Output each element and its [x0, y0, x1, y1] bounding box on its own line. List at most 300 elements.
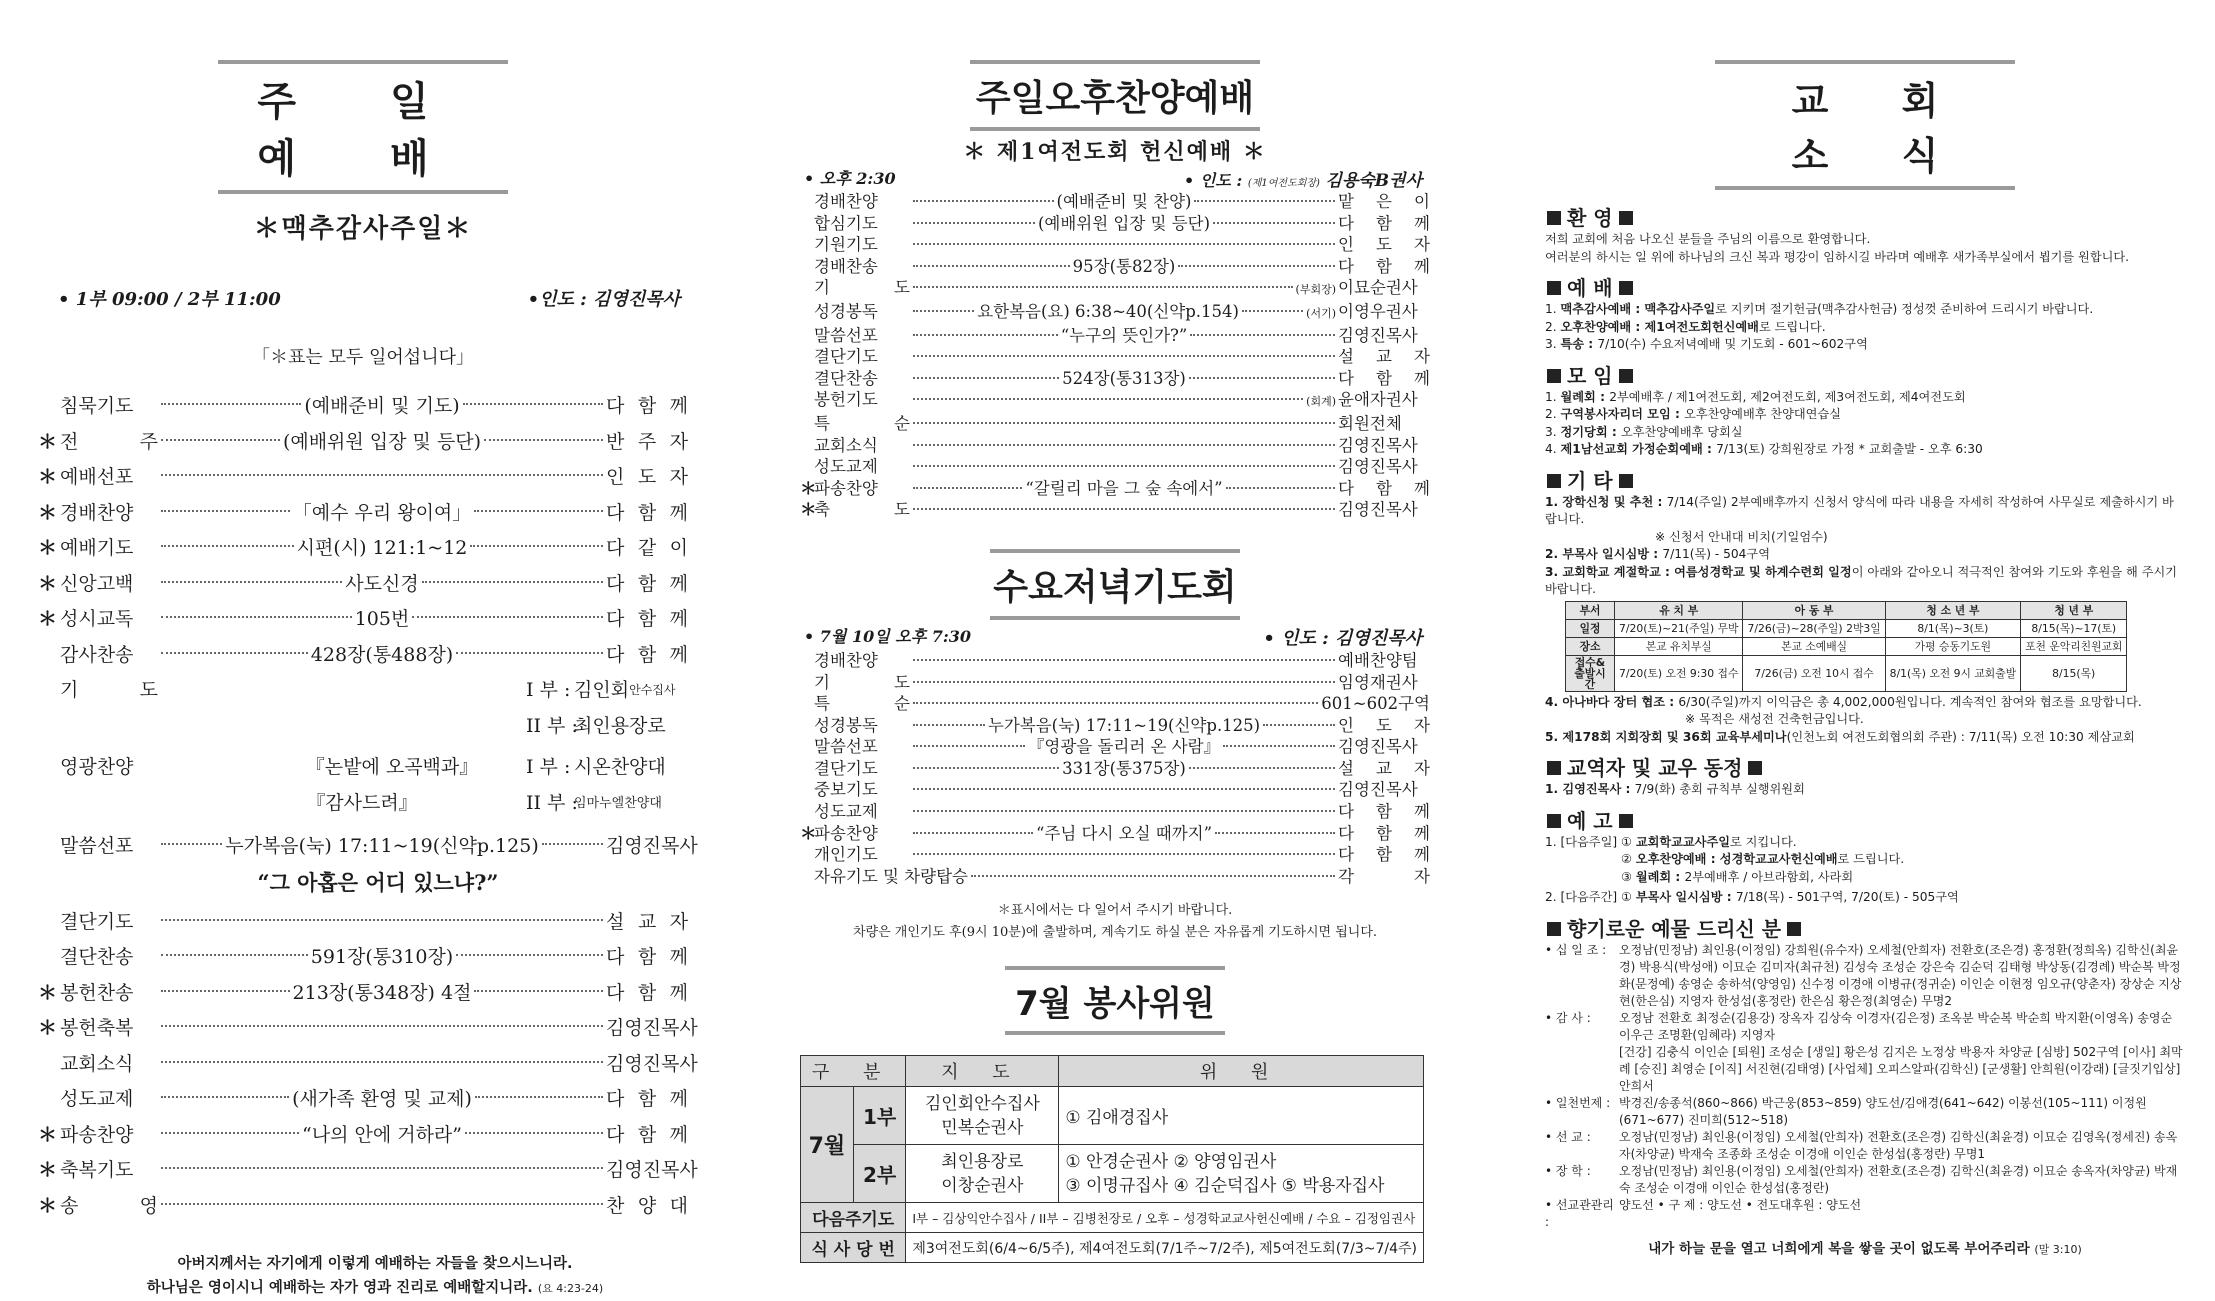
item-text: 로 지킵니다. [1730, 834, 1797, 849]
volunteer-month: 7월 [801, 1087, 854, 1203]
welcome-section-title: 환 영 [1545, 202, 2185, 231]
row-person: 반 주 자 [606, 430, 689, 453]
schedule-row-header: 장소 [1566, 637, 1615, 655]
volunteer-part2: 2부 [853, 1145, 906, 1203]
notice-text: 7/10(수) 수요저녁예배 및 기도회 - 601~602구역 [1597, 337, 1868, 351]
row-person: 김영진목사 [606, 1017, 698, 1039]
notice-section-title: 예 고 [1545, 805, 2185, 834]
sunday-worship-column [38, 60, 698, 1301]
row-person: 설 교 자 [1338, 347, 1430, 367]
notice-bold: 맥추감사예배 : 맥추감사주일 [1560, 302, 1716, 316]
worship-order-row [800, 256, 1430, 278]
offering-label: • 선 교 : [1545, 1129, 1591, 1144]
row-person: 다 함 께 [606, 395, 689, 417]
schedule-cell: 7/20(토) 오전 9:30 접수 [1615, 655, 1743, 691]
notice-number: 1. [1545, 302, 1557, 316]
sunday-worship-heading [218, 60, 508, 194]
row-mark: ＊ [38, 1159, 58, 1181]
church-news-heading [1715, 60, 2015, 190]
row-person: 다 함 께 [606, 1123, 689, 1146]
notice-number: 3. [1545, 424, 1557, 439]
schedule-cell: 8/1(목) 오전 9시 교회출발 [1885, 655, 2020, 691]
worship-order-row [38, 1153, 698, 1189]
row-mark: ＊ [38, 572, 58, 595]
row-mark: ＊ [38, 981, 58, 1004]
offering-label: • 감 사 : [1545, 1010, 1591, 1025]
notice-number: 3. [1545, 337, 1557, 351]
row-person: 김영진목사 [1338, 780, 1418, 800]
offering-list [1545, 942, 2185, 1231]
glory-row [38, 750, 688, 786]
worship-order-row [38, 1118, 688, 1154]
sunday-worship-title: 주 일 예 배 [257, 78, 469, 182]
worship-order-row [800, 346, 1430, 368]
row-person: 회원전체 [1338, 413, 1402, 433]
schedule-cell: 7/20(토)~21(주일) 무박 [1615, 619, 1743, 637]
row-content: 428장(통488장) [310, 643, 454, 666]
worship-order-row [800, 823, 1430, 845]
worship-order-row [800, 844, 1430, 866]
row-person: 김영진목사 [1338, 325, 1418, 345]
row-label: 결단찬송 [60, 946, 134, 968]
church-news-column [1545, 60, 2185, 1262]
offering-label [1545, 1044, 1619, 1095]
wednesday-leader: • 인도 : 김영진목사 [1263, 627, 1422, 649]
row-label: 파송찬양 [814, 478, 878, 498]
row-label: 교회소식 [60, 1052, 134, 1075]
row-label: 결단기도 [814, 758, 878, 778]
worship-order-row [800, 413, 1430, 435]
item-bold: 교회학교교사주일 [1635, 834, 1730, 849]
afternoon-time-row [800, 166, 1430, 191]
notice-number: 2. [1545, 407, 1557, 421]
schedule-header: 청 년 부 [2021, 601, 2127, 619]
row-person: 찬 양 대 [606, 1194, 688, 1217]
row-person: 인 도 자 [1338, 235, 1430, 255]
row-label: 말씀선포 [814, 737, 878, 757]
row-person: 예배찬양팀 [1338, 650, 1418, 670]
row-mark: ＊ [38, 608, 58, 630]
worship-order-row [38, 1011, 698, 1047]
notice-text: 7/13(토) 강희원장로 가정 * 교회출발 - 오후 6:30 [1716, 442, 1983, 456]
row-content: 524장(통313장) [1062, 368, 1186, 388]
row-person: 다 함 께 [1338, 213, 1430, 233]
notice-item [1545, 319, 2185, 337]
etc-seminar: 5. 제178회 지회장회 및 36회 교육부세미나(인천노회 여전도회협의회 주관) : 7/11(목) 오전 10:30 제삼교회 [1545, 729, 2135, 744]
etc-scholarship: 1. 장학신청 및 추천 : 7/14(주일) 2부예배후까지 신청서 양식에 따라 내용을 자세히 작성하여 사무실로 제출하시기 바랍니다. [1545, 494, 2174, 526]
closing-verse [38, 1252, 688, 1301]
offering-entry [1545, 1163, 2185, 1197]
worship-order-row [800, 301, 1430, 325]
service-time-row [38, 285, 688, 311]
volunteer-heading [1005, 966, 1225, 1035]
offering-names: 오정남 전환호 최정순(김용강) 장옥자 김상숙 이경자(김은정) 조옥분 박순복 박순희 박지환(이영옥) 송영순 이우근 조명환(임혜라) 지영자 [1619, 1010, 2173, 1042]
row-person: 이묘순권사 [1338, 278, 1418, 298]
row-label: 축 도 [814, 500, 910, 520]
schedule-header: 유 치 부 [1615, 601, 1743, 619]
row-label: 신앙고백 [60, 572, 134, 595]
worship-order-row [38, 567, 688, 603]
volunteer-title: 7월 봉사위원 [1015, 984, 1215, 1025]
row-label: 성도교제 [814, 802, 878, 822]
worship-order-row [800, 234, 1430, 256]
afternoon-heading [970, 60, 1260, 131]
worship-order-row [800, 456, 1430, 478]
notice-item [1545, 301, 2185, 319]
row-label: 결단찬송 [814, 368, 878, 388]
offering-entry [1545, 1197, 2185, 1231]
row-person: 설 교 자 [606, 910, 688, 933]
worship-order-row [800, 368, 1430, 390]
offering-label: • 십 일 조 : [1545, 942, 1607, 957]
sermon-title: “그 아홉은 어디 있느냐?” [257, 869, 499, 895]
offering-entry [1545, 942, 2185, 1010]
row-role: (서기) [1306, 306, 1336, 320]
malachi-verse: 내가 하늘 문을 열고 너희에게 복을 쌓을 곳이 없도록 부어주리라 (말 3:10) [1648, 1240, 2082, 1257]
row-label: 기 도 [814, 278, 910, 298]
next-prayer-value: I부 – 김상익안수집사 / II부 – 김병천장로 / 오후 – 성경학교교사헌신예배 / 수요 – 김정임권사 [906, 1203, 1424, 1233]
glory-song-1: 『논밭에 오곡백과』 [305, 756, 479, 778]
notice-bold: 정기당회 : [1560, 424, 1621, 439]
wednesday-order [800, 650, 1430, 888]
row-label: 중보기도 [814, 780, 878, 800]
row-person: 다 함 께 [1338, 845, 1430, 865]
schedule-cell: 8/15(목)~17(토) [2021, 619, 2127, 637]
schedule-cell: 본교 유치부실 [1615, 637, 1743, 655]
row-person: 임영재권사 [1338, 672, 1418, 692]
notice-bold: 오후찬양예배 : 제1여전도회헌신예배 [1560, 319, 1759, 334]
item-bold: 월례회 : [1635, 869, 1685, 884]
volunteer-header-category: 구 분 [801, 1056, 906, 1087]
notice-text: 2부예배후 / 제1여전도회, 제2여전도회, 제3여전도회, 제4여전도회 [1609, 389, 1966, 404]
prayer-row-2 [38, 709, 688, 745]
row-label: 경배찬양 [814, 650, 878, 670]
row-content: 『영광을 돌리러 온 사람』 [1027, 737, 1221, 757]
row-mark: ＊ [38, 466, 58, 488]
worship-order-row [800, 478, 1430, 500]
schedule-row [1566, 655, 2127, 691]
row-content: (예배준비 및 기도) [304, 395, 460, 417]
staff-section-title: 교역자 및 교우 동정 [1545, 752, 2185, 781]
row-label: 파송찬양 [60, 1123, 134, 1146]
etc-section-title: 기 타 [1545, 465, 2185, 494]
row-person: 김영진목사 [1338, 435, 1418, 455]
worship-order-row [38, 1082, 688, 1118]
row-person: 다 함 께 [606, 572, 689, 595]
worship-order-row [38, 1189, 688, 1225]
row-label: 봉헌축복 [60, 1017, 134, 1039]
row-content: “주님 다시 오실 때까지” [1035, 823, 1213, 843]
row-person: 김영진목사 [606, 1159, 698, 1181]
glory-label: 영광찬양 [60, 756, 134, 778]
row-person: 다 함 께 [1338, 368, 1430, 388]
schedule-cell: 가평 승동기도원 [1885, 637, 2020, 655]
row-person: 설 교 자 [1338, 758, 1430, 778]
sermon-passage: 누가복음(눅) 17:11~19(신약p.125) [225, 835, 539, 857]
worship-order-row [38, 460, 688, 496]
row-content: “누구의 뜻인가?” [1060, 325, 1188, 345]
offering-names: 오정남(민정남) 최인용(이정임) 오세철(안희자) 전환호(조은경) 김학신(최윤경) 이묘순 송옥자(차양균) 박재숙 조성순 이경애 이인순 한성섭(홍정란) [1619, 1163, 2178, 1195]
notice-bold: 제1남선교회 가정순회예배 : [1560, 442, 1717, 456]
worship-order-row [38, 496, 688, 532]
notice-text: 로 드립니다. [1758, 319, 1826, 334]
volunteer-header-lead: 지 도 [906, 1056, 1059, 1087]
row-person: 이영우권사 [1338, 301, 1418, 321]
row-content: 사도신경 [345, 572, 419, 595]
order-of-worship-part2 [38, 905, 698, 1225]
service-leader: •인도 : 김영진목사 [527, 289, 680, 310]
meal-duty-label: 식 사 당 번 [801, 1233, 906, 1263]
notice-number: 4. [1545, 442, 1557, 456]
row-person: 인 도 자 [606, 466, 688, 488]
worship-section-title: 예 배 [1545, 272, 2185, 301]
welcome-text-2: 여러분의 하시는 일 위에 하나님의 크신 복과 평강이 임하시길 바라며 예배후 새가족부실에서 뵙기를 원합니다. [1545, 249, 2130, 264]
schedule-row [1566, 619, 2127, 637]
etc-school: 3. 교회학교 계절학교 : 여름성경학교 및 하계수련회 일정이 아래와 같아오니 적극적인 참여와 기도와 후원을 해 주시기 바랍니다. [1545, 564, 2178, 596]
worship-order-row [800, 499, 1430, 521]
etc-visit: 2. 부목사 일시심방 : 7/11(목) - 504구역 [1545, 547, 1770, 561]
verse-line-1: 아버지께서는 자기에게 이렇게 예배하는 자들을 찾으시느니라. [177, 1256, 573, 1272]
glory-choir-1: I 부 : 시온찬양대 [526, 756, 666, 778]
schedule-row [1566, 637, 2127, 655]
row-content: 105번 [354, 608, 410, 630]
glory-song-2: 『감사드려』 [306, 791, 418, 814]
next-sunday-item [1621, 869, 1904, 887]
row-label: 송 영 [60, 1194, 158, 1217]
notice-item [1545, 424, 2185, 442]
row-label: 전 주 [60, 430, 158, 453]
offering-names: 오정남(민정남) 최인용(이정임) 오세철(안희자) 전환호(조은경) 김학신(최윤경) 이묘순 김영옥(정세진) 송옥자(차양균) 박재숙 조종화 조성순 이경애 이인순 한성섭(홍정란) 무명1 [1619, 1129, 2178, 1161]
schedule-cell: 포천 운악리친원교회 [2021, 637, 2127, 655]
row-label: 성도교제 [814, 457, 878, 477]
item-number: ② [1621, 852, 1632, 866]
row-mark: ＊ [38, 1017, 58, 1039]
row-person: 윤애자권사 [1338, 390, 1418, 410]
row-label: 봉헌찬송 [60, 981, 134, 1004]
worship-order-row [800, 693, 1430, 715]
offering-entry [1545, 1010, 2185, 1044]
church-news-title: 교 회 소 식 [1791, 78, 1969, 178]
schedule-cell: 7/26(금)~28(주일) 2박3일 [1743, 619, 1885, 637]
row-label: 경배찬양 [60, 501, 134, 524]
item-bold: 오후찬양예배 : 성경학교교사헌신예배 [1635, 852, 1838, 866]
row-person: 김영진목사 [1338, 457, 1418, 477]
row-mark: ＊ [38, 537, 58, 559]
row-person: 맡 은 이 [1338, 192, 1430, 211]
worship-order-row [800, 801, 1430, 823]
row-label: 기 도 [814, 672, 910, 692]
row-person: 김영진목사 [1338, 737, 1418, 757]
row-label: 특 순 [814, 694, 910, 714]
row-content: 「예수 우리 왕이여」 [292, 501, 472, 524]
wednesday-heading [990, 549, 1240, 620]
row-person: 각 자 [1338, 866, 1430, 886]
worship-order-row [800, 672, 1430, 694]
row-label: 개인기도 [814, 845, 878, 865]
row-person: 인 도 자 [1338, 715, 1430, 735]
notice-text: 오후찬양예배후 당회실 [1620, 424, 1743, 439]
schedule-cell: 7/26(금) 오전 10시 접수 [1743, 655, 1885, 691]
schedule-cell: 본교 소예배실 [1743, 637, 1885, 655]
offering-entry [1545, 1129, 2185, 1163]
order-of-worship-part1 [38, 389, 688, 673]
worship-order-row [800, 213, 1430, 235]
row-label: 성경봉독 [814, 715, 878, 735]
stand-notice: ＊표시에서는 다 일어서 주시기 바랍니다. [997, 903, 1233, 919]
worship-order-row [800, 435, 1430, 457]
row-person: 다 함 께 [606, 946, 689, 968]
row-person: 다 함 께 [606, 1088, 688, 1110]
afternoon-time: • 오후 2:30 [804, 169, 896, 188]
row-label: 결단기도 [814, 347, 878, 367]
row-label: 파송찬양 [814, 823, 878, 843]
row-person: 다 함 께 [1338, 802, 1430, 822]
notice-text: 오후찬양예배후 찬양대연습실 [1684, 407, 1842, 421]
notice-text: 로 지키며 절기헌금(맥추감사헌금) 정성껏 준비하여 드리시기 바랍니다. [1715, 302, 2094, 316]
afternoon-order [800, 191, 1430, 521]
worship-order-row [800, 650, 1430, 672]
volunteer-header-members: 위 원 [1059, 1056, 1424, 1087]
row-label: 특 순 [814, 413, 910, 433]
row-label: 기원기도 [814, 235, 878, 255]
afternoon-title: 주일오후찬양예배 [975, 78, 1255, 119]
row-content: 95장(통82장) [1072, 256, 1176, 276]
wednesday-time: • 7월 10일 오후 7:30 [804, 626, 972, 646]
worship-order-row [800, 736, 1430, 758]
row-person: 다 함 께 [1338, 823, 1430, 843]
worship-order-row [800, 866, 1430, 888]
row-person: 다 함 께 [606, 501, 688, 524]
wednesday-title: 수요저녁기도회 [993, 566, 1237, 608]
item-number: ① [1621, 834, 1632, 849]
worship-order-row [800, 715, 1430, 737]
prayer-row [38, 673, 688, 709]
worship-order-row [38, 531, 688, 567]
etc-scholarship-note: ※ 신청서 안내대 비치(기일엄수) [1655, 529, 1828, 544]
schedule-cell: 8/1(목)~3(토) [1885, 619, 2020, 637]
notice-number: 1. [1545, 389, 1557, 404]
worship-order-row [800, 191, 1430, 213]
row-label: 봉헌기도 [814, 390, 878, 410]
row-content: 591장(통310장) [310, 946, 454, 968]
row-content: 시편(시) 121:1~12 [296, 537, 468, 559]
next-sunday-item [1621, 834, 1904, 852]
volunteer-part1-leaders: 김인회안수집사 민복순권사 [906, 1087, 1059, 1145]
meeting-section-title: 모 임 [1545, 360, 2185, 389]
row-person: 다 함 께 [606, 981, 688, 1004]
prayer-part1: I 부 : 김인회 안수집사 [526, 679, 676, 701]
row-label: 교회소식 [814, 435, 878, 455]
row-content: 331장(통375장) [1062, 758, 1186, 778]
wednesday-time-row [800, 624, 1430, 650]
meeting-notices [1545, 389, 2185, 459]
worship-order-row [800, 758, 1430, 780]
prayer-part2: II 부 : 최인용장로 [526, 714, 666, 737]
schedule-cell: 8/15(목) [2021, 655, 2127, 691]
worship-order-row [38, 976, 688, 1012]
offering-entry [1545, 1044, 2185, 1095]
row-label: 말씀선포 [814, 325, 878, 345]
row-role: (부회장) [1295, 283, 1336, 297]
volunteer-part1: 1부 [853, 1087, 906, 1145]
row-label: 성경봉독 [814, 301, 878, 321]
glory-row-2 [38, 786, 688, 822]
row-content: 요한복음(요) 6:38~40(신약p.154) [977, 301, 1239, 321]
notice-bold: 구역봉사자리더 모임 : [1560, 407, 1685, 421]
volunteer-part2-leaders: 최인용장로 이창순권사 [906, 1145, 1059, 1203]
offering-names: [건강] 김충식 이인순 [퇴원] 조성순 [생일] 황은성 김지은 노정상 박용자 차양균 [심방] 502구역 [이사] 최막례 [승진] 최영순 [이직] 서진현(김태영) [사업체] 오피스알파(김학신) [군생활] 안희원(이강래) [글짓기입상] 안희서 [1619, 1044, 2183, 1093]
worship-order-row [38, 905, 688, 941]
item-text: 2부예배후 / 아브라함회, 사라회 [1684, 869, 1854, 884]
notice-bold: 월례회 : [1560, 389, 1610, 404]
prayer-label: 기 도 [60, 679, 158, 701]
thanksgiving-subtitle: ＊맥추감사주일＊ [253, 214, 473, 244]
stand-note: 「＊표는 모두 일어섭니다」 [252, 347, 474, 368]
row-content: 213장(통348장) 4절 [292, 981, 472, 1004]
row-label: 축복기도 [60, 1159, 134, 1181]
schedule-header: 부서 [1566, 601, 1615, 619]
etc-market: 4. 아나바다 장터 협조 : 6/30(주일)까지 이익금은 총 4,002,000원입니다. 계속적인 참여와 협조를 요망합니다. [1545, 694, 2142, 709]
worship-order-row [800, 779, 1430, 801]
row-mark: ＊ [38, 1194, 58, 1217]
afternoon-subtitle: ＊ 제1여전도회 헌신예배 ＊ [963, 139, 1267, 165]
notice-number: 2. [1545, 319, 1557, 334]
afternoon-leader: • 인도 : (제1여전도회장) 김용숙B권사 [1184, 171, 1422, 191]
worship-order-row [38, 1047, 698, 1083]
worship-order-row [38, 425, 688, 461]
row-content: (예배준비 및 찬양) [1056, 192, 1192, 211]
row-label: 자유기도 및 차량탑승 [814, 866, 968, 886]
row-mark: ＊ [38, 430, 58, 453]
worship-order-row [800, 389, 1430, 413]
offering-label: • 일천번제 : [1545, 1095, 1611, 1110]
row-mark: ＊ [800, 478, 817, 498]
worship-order-row [800, 277, 1430, 301]
row-content: (새가족 환영 및 교제) [292, 1088, 472, 1110]
row-content: “나의 안에 거하라” [302, 1123, 462, 1146]
row-person: 다 함 께 [606, 608, 688, 630]
glory-choir-2: II 부 : 임마누엘찬양대 [526, 791, 662, 814]
next-prayer-label: 다음주기도 [801, 1203, 906, 1233]
row-label: 합심기도 [814, 213, 878, 233]
volunteer-table [800, 1055, 1424, 1263]
row-content: “갈릴리 마을 그 숲 속에서” [1025, 478, 1223, 498]
offering-names: 박경진/송종석(860~866) 박근웅(853~859) 양도선/김애경(641~642) 이봉선(105~111) 이정원(671~677) 진미희(512~518) [1619, 1095, 2147, 1127]
row-content: 누가복음(눅) 17:11~19(신약p.125) [987, 715, 1261, 735]
offering-names: 오정남(민정남) 최인용(이정임) 강희원(유수자) 오세철(안희자) 전환호(조은경) 홍정환(정희옥) 김학신(최윤경) 박용식(박성애) 이묘순 김미자(최규천) 김성숙 조성순 강은숙 김순덕 김태형 박상동(김경례) 박순복 박정화(문정예) 송영순 송하석(양영임) 신수정 이경애 이병규(정귀순) 이인순 이현정 임오규(양춘자) 장상순 지상현(한은심) 지영자 한성섭(홍정란) 한은심 황은정(최영순) 무명2 [1619, 942, 2182, 1008]
next-sunday-item [1621, 851, 1904, 869]
notice-item [1545, 336, 2185, 354]
verse-line-2: 하나님은 영이시니 예배하는 자가 영과 진리로 예배할지니라. (요 4:23-24) [146, 1280, 604, 1296]
row-mark: ＊ [38, 501, 58, 524]
row-person: 김영진목사 [1338, 500, 1418, 520]
schedule-header: 청 소 년 부 [1885, 601, 2020, 619]
row-mark: ＊ [800, 500, 817, 520]
notice-bold: 특송 : [1560, 337, 1598, 351]
offering-names: 양도선 • 구 제 : 양도선 • 전도대후원 : 양도선 [1619, 1197, 1862, 1212]
schedule-row-header: 일정 [1566, 619, 1615, 637]
worship-order-row [38, 940, 688, 976]
row-label: 성도교제 [60, 1088, 134, 1110]
notice-item [1545, 406, 2185, 424]
row-label: 경배찬양 [814, 192, 878, 211]
season-school-table [1565, 601, 2127, 692]
row-person: 601~602구역 [1321, 694, 1430, 714]
meal-duty-value: 제3여전도회(6/4~6/5주), 제4여전도회(7/1주~7/2주), 제5여전도회(7/3~7/4주) [906, 1233, 1424, 1263]
row-label: 예배기도 [60, 537, 134, 559]
offering-entry [1545, 1095, 2185, 1129]
row-person: 다 함 께 [1338, 478, 1430, 498]
